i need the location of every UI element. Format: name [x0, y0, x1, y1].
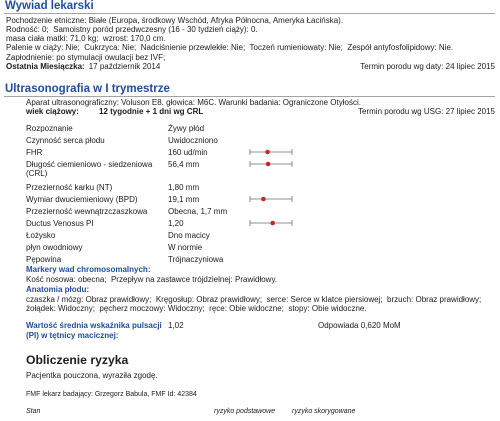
column-header-baseline-risk: ryzyko podstawowe	[214, 408, 276, 415]
history-details	[6, 16, 495, 72]
row-value: W normie	[168, 242, 203, 252]
uterine-artery-pi-label: Wartość średnia wskaźnika pulsacji (PI) w tętnicy macicznej:	[26, 321, 162, 340]
row-label: Czynność serca płodu	[26, 135, 105, 145]
row-nt	[26, 181, 495, 193]
row-value: 19,1 mm	[168, 194, 200, 204]
column-header-status: Stan	[26, 408, 41, 415]
row-label: płyn owodniowy	[26, 242, 83, 252]
measurement-marker	[265, 150, 270, 155]
risk-table-header	[26, 408, 495, 416]
row-label: Przezierność karku (NT)	[26, 182, 113, 192]
fetal-anatomy-heading: Anatomia płodu:	[26, 284, 90, 294]
row-label: Ductus Venosus PI	[26, 218, 94, 228]
parity-line: Rodność: 0; Samoistny poród przedwczesny (16 - 30 tydzień ciąży): 0.	[6, 24, 258, 34]
ultrasound-heading: Ultrasonografia w I trymestrze	[5, 83, 170, 95]
lmp-value: 17 październik 2014	[88, 61, 161, 71]
column-header-adjusted-risk: ryzyko skorygowane	[292, 408, 356, 415]
history-heading: Wywiad lekarski	[5, 0, 94, 12]
row-fhr	[26, 146, 495, 158]
due-date-by-lmp: Termin porodu wg daty: 24 lipiec 2015	[360, 61, 495, 71]
weight-height-line: masa ciała matki: 71,0 kg; wzrost: 170,0 cm.	[6, 34, 166, 44]
reference-range-plot	[248, 219, 294, 227]
row-label: Rozpoznanie	[26, 123, 73, 133]
row-value: Żywy płód	[168, 123, 205, 133]
row-diagnosis	[26, 122, 495, 134]
row-value: Obecna, 1,7 mm	[168, 206, 228, 216]
measurement-marker	[261, 197, 266, 202]
row-umbilical-cord	[26, 253, 495, 265]
measurement-marker	[266, 162, 271, 167]
row-intracranial-translucency	[26, 205, 495, 217]
row-value: Dno macicy	[168, 230, 210, 240]
measurement-marker	[270, 221, 275, 226]
row-value: Uwidoczniono	[168, 135, 218, 145]
fetal-anatomy-line: żołądek: Widoczny; pęcherz moczowy: Widoczny; ręce: Obie widoczne; stopy: Obie widoczne.	[26, 304, 367, 314]
uterine-artery-pi-mom: Odpowiada 0,620 MoM	[318, 321, 401, 330]
findings-section	[26, 265, 495, 314]
ethnicity-line: Pochodzenie etniczne: Białe (Europa, środkowy Wschód, Afryka Północna, Ameryka Łacińska).	[6, 15, 344, 25]
ultrasound-table	[26, 122, 495, 265]
fetal-anatomy-line: czaszka / mózg: Obraz prawidłowy; Kręgosłup: Obraz prawidłowy; serce: Serce w klatce piersiowej; brzuch: Obraz prawidłowy;	[26, 294, 482, 304]
row-label: Długość ciemieniowo - siedzeniowa (CRL)	[26, 159, 153, 178]
row-value: 1,80 mm	[168, 182, 200, 192]
row-fetal-heart-activity	[26, 134, 495, 146]
risk-factors-line: Palenie w ciąży: Nie; Cukrzyca: Nie; Nadciśnienie przewlekłe: Nie; Toczeń rumieniowaty: Nie; Zespół antyfosfolipidowy: Nie.	[6, 43, 454, 53]
chromosomal-markers-heading: Markery wad chromosomalnych:	[26, 265, 151, 275]
row-label: Wymiar dwuciemieniowy (BPD)	[26, 194, 138, 204]
row-label: Przezierność wewnątrzczaszkowa	[26, 206, 148, 216]
consent-line: Pacjentka pouczona, wyraziła zgodę.	[26, 371, 158, 381]
row-value: 1,20	[168, 218, 184, 228]
row-value: Trójnaczyniowa	[168, 254, 224, 264]
row-amniotic-fluid	[26, 241, 495, 253]
uterine-artery-pi-value: 1,02	[168, 321, 184, 330]
gestational-age-row	[26, 107, 495, 116]
reference-range-plot	[248, 160, 294, 168]
row-ductus-venosus	[26, 217, 495, 229]
row-placenta	[26, 229, 495, 241]
row-value: 160 ud/min	[168, 147, 208, 157]
reference-range-plot	[248, 148, 294, 156]
chromosomal-markers-line: Kość nosowa: obecna; Przepływ na zastawce trójdzielnej: Prawidłowy.	[26, 274, 278, 284]
row-label: Pępowina	[26, 254, 62, 264]
row-value: 56,4 mm	[168, 159, 200, 169]
conception-line: Zapłodnienie: po stymulacji owulacji bez IVF;	[6, 52, 166, 62]
due-date-by-ultrasound: Termin porodu wg USG: 27 lipiec 2015	[358, 106, 495, 116]
examiner-line: FMF lekarz badający: Grzegorz Babula, FMF Id: 42384	[26, 391, 197, 398]
device-line: Aparat ultrasonograficzny: Voluson E8. głowica: M6C. Warunki badania: Ograniczone Otyłości.	[26, 97, 361, 107]
row-crl	[26, 158, 495, 181]
history-divider	[4, 13, 495, 14]
risk-heading: Obliczenie ryzyka	[26, 353, 129, 367]
lmp-label: Ostatnia Miesiączka:	[6, 61, 85, 71]
uterine-artery-pi-row	[26, 321, 495, 341]
row-label: FHR	[26, 147, 43, 157]
row-bpd	[26, 193, 495, 205]
lmp-row	[6, 62, 495, 71]
reference-range-plot	[248, 195, 294, 203]
row-label: Łożysko	[26, 230, 56, 240]
gestational-age-value: 12 tygodnie + 1 dni wg CRL	[99, 106, 204, 116]
gestational-age-label: wiek ciążowy:	[26, 106, 79, 116]
